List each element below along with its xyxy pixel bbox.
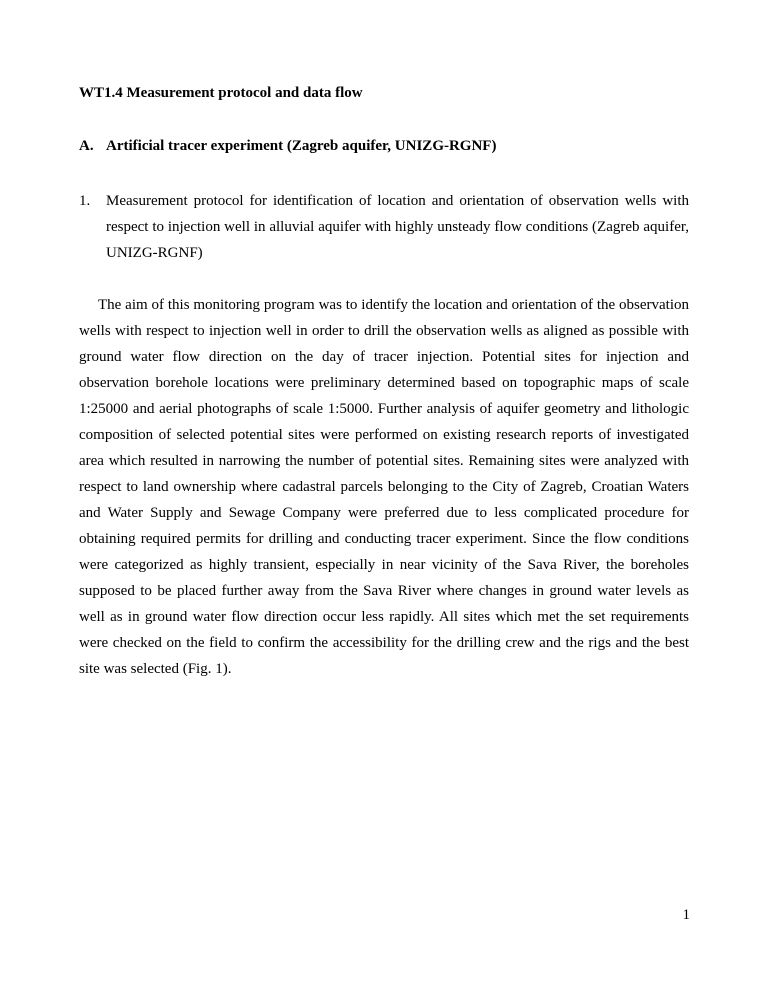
section-heading-text: Artificial tracer experiment (Zagreb aquifer, UNIZG-RGNF) (106, 138, 497, 154)
body-paragraph: The aim of this monitoring program was to identify the location and orientation of the observation wells with respect to injection well in order to drill the observation wells as aligned as possible with ground water flow direction on the day of tracer injection. Potential sites for injection and observation borehole locations were preliminary determined based on topographic maps of scale 1:25000 and aerial photographs of scale 1:5000. Further analysis of aquifer geometry and lithologic composition of selected potential sites were performed on existing research reports of investigated area which resulted in narrowing the number of potential sites. Remaining sites were analyzed with respect to land ownership where cadastral parcels belonging to the City of Zagreb, Croatian Waters and Water Supply and Sewage Company were preferred due to less complicated procedure for obtaining required permits for drilling and conducting tracer experiment. Since the flow conditions were categorized as highly transient, especially in near vicinity of the Sava River, the boreholes supposed to be placed further away from the Sava River where changes in ground water levels as well as in ground water flow direction occur less rapidly. All sites which met the set requirements were checked on the field to confirm the accessibility for the drilling crew and the rigs and the best site was selected (Fig. 1). (79, 297, 689, 677)
section-heading (79, 137, 496, 155)
list-item-number: 1. (79, 193, 91, 209)
list-item-text: Measurement protocol for identification of location and orientation of observation wells with respect to injection well in alluvial aquifer with highly unsteady flow conditions (Zagreb aquifer, UNIZG-RGNF) (106, 193, 689, 261)
section-letter: A. (79, 138, 94, 154)
page-title: WT1.4 Measurement protocol and data flow (79, 85, 363, 101)
page-number: 1 (682, 907, 690, 923)
numbered-list-item (79, 188, 689, 266)
